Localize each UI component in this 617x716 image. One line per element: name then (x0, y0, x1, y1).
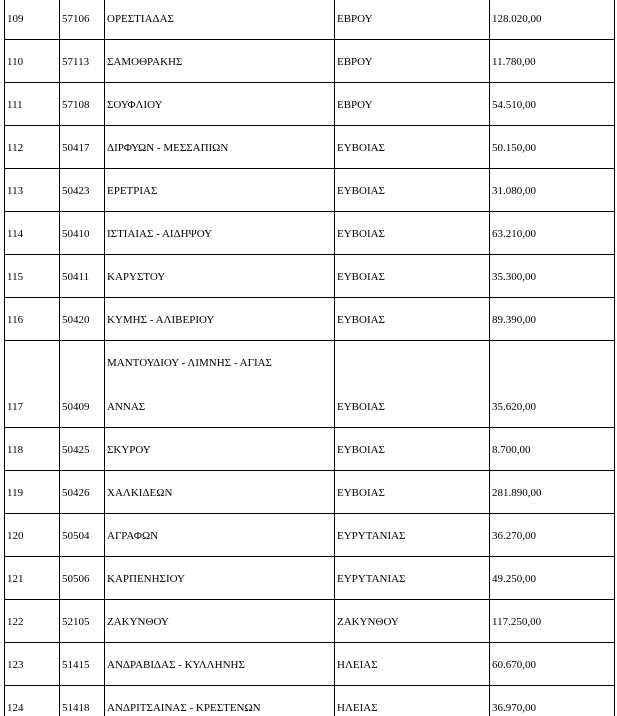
prefecture-cell: ΕΥΒΟΙΑΣ (335, 212, 490, 255)
amount-cell: 11.780,00 (490, 40, 615, 83)
table-row (5, 298, 615, 341)
municipality-cell (105, 341, 335, 428)
municipality-cell: ΔΙΡΦΥΩΝ - ΜΕΣΣΑΠΙΩΝ (105, 126, 335, 169)
amount-cell: 60.670,00 (490, 643, 615, 686)
municipality-cell: ΣΟΥΦΛΙΟΥ (105, 83, 335, 126)
row-number-cell: 118 (5, 428, 60, 471)
code-cell: 50504 (60, 514, 105, 557)
table-row (5, 212, 615, 255)
amount-cell: 35.620,00 (490, 341, 615, 428)
code-cell: 51415 (60, 643, 105, 686)
code-cell: 51418 (60, 686, 105, 716)
row-number-cell: 116 (5, 298, 60, 341)
code-cell: 50506 (60, 557, 105, 600)
amount-cell: 36.270,00 (490, 514, 615, 557)
row-number-cell: 113 (5, 169, 60, 212)
code-cell: 50420 (60, 298, 105, 341)
municipality-cell: ΖΑΚΥΝΘΟΥ (105, 600, 335, 643)
code-cell: 50426 (60, 471, 105, 514)
row-number-cell: 123 (5, 643, 60, 686)
table-row (5, 341, 615, 428)
amount-cell: 50.150,00 (490, 126, 615, 169)
prefecture-cell: ΕΥΒΟΙΑΣ (335, 471, 490, 514)
code-cell: 52105 (60, 600, 105, 643)
code-cell: 57106 (60, 0, 105, 40)
prefecture-cell: ΕΥΒΟΙΑΣ (335, 126, 490, 169)
municipality-cell: ΧΑΛΚΙΔΕΩΝ (105, 471, 335, 514)
amount-cell: 36.970,00 (490, 686, 615, 716)
table-row (5, 686, 615, 716)
prefecture-cell: ΕΥΒΟΙΑΣ (335, 169, 490, 212)
municipality-cell: ΑΝΔΡΑΒΙΔΑΣ - ΚΥΛΛΗΝΗΣ (105, 643, 335, 686)
table-row (5, 169, 615, 212)
amount-cell: 31.080,00 (490, 169, 615, 212)
municipality-line-2: ΑΝΝΑΣ (107, 401, 146, 413)
code-cell: 57113 (60, 40, 105, 83)
amount-cell: 128.020,00 (490, 0, 615, 40)
code-cell: 50423 (60, 169, 105, 212)
row-number-cell: 110 (5, 40, 60, 83)
row-number-cell: 112 (5, 126, 60, 169)
code-cell: 50417 (60, 126, 105, 169)
municipality-table (4, 0, 615, 716)
prefecture-cell: ΕΥΒΟΙΑΣ (335, 428, 490, 471)
amount-cell: 63.210,00 (490, 212, 615, 255)
table-row (5, 557, 615, 600)
row-number-cell: 120 (5, 514, 60, 557)
prefecture-cell: ΕΥΒΟΙΑΣ (335, 298, 490, 341)
prefecture-cell: ΖΑΚΥΝΘΟΥ (335, 600, 490, 643)
municipality-cell: ΕΡΕΤΡΙΑΣ (105, 169, 335, 212)
code-cell: 50411 (60, 255, 105, 298)
table-row (5, 83, 615, 126)
prefecture-cell: ΕΒΡΟΥ (335, 0, 490, 40)
municipality-line-1: ΜΑΝΤΟΥΔΙΟΥ - ΛΙΜΝΗΣ - ΑΓΙΑΣ (107, 357, 272, 369)
row-number-cell: 111 (5, 83, 60, 126)
municipality-cell: ΑΝΔΡΙΤΣΑΙΝΑΣ - ΚΡΕΣΤΕΝΩΝ (105, 686, 335, 716)
table-row (5, 643, 615, 686)
table-row (5, 0, 615, 40)
amount-cell: 281.890,00 (490, 471, 615, 514)
row-number-cell: 119 (5, 471, 60, 514)
prefecture-cell: ΕΥΡΥΤΑΝΙΑΣ (335, 514, 490, 557)
prefecture-cell: ΗΛΕΙΑΣ (335, 643, 490, 686)
table-row (5, 255, 615, 298)
table-row (5, 471, 615, 514)
row-number-cell: 117 (5, 341, 60, 428)
code-cell: 57108 (60, 83, 105, 126)
prefecture-cell: ΕΒΡΟΥ (335, 83, 490, 126)
table-row (5, 40, 615, 83)
prefecture-cell: ΕΥΒΟΙΑΣ (335, 255, 490, 298)
municipality-cell: ΚΑΡΥΣΤΟΥ (105, 255, 335, 298)
table-row (5, 514, 615, 557)
prefecture-cell: ΕΥΡΥΤΑΝΙΑΣ (335, 557, 490, 600)
table-row (5, 126, 615, 169)
code-cell: 50410 (60, 212, 105, 255)
municipality-cell: ΟΡΕΣΤΙΑΔΑΣ (105, 0, 335, 40)
row-number-cell: 121 (5, 557, 60, 600)
municipality-cell: ΑΓΡΑΦΩΝ (105, 514, 335, 557)
prefecture-cell: ΕΒΡΟΥ (335, 40, 490, 83)
row-number-cell: 109 (5, 0, 60, 40)
municipality-cell: ΣΚΥΡΟΥ (105, 428, 335, 471)
amount-cell: 117.250,00 (490, 600, 615, 643)
prefecture-cell: ΗΛΕΙΑΣ (335, 686, 490, 716)
municipality-cell: ΣΑΜΟΘΡΑΚΗΣ (105, 40, 335, 83)
amount-cell: 49.250,00 (490, 557, 615, 600)
amount-cell: 8.700,00 (490, 428, 615, 471)
code-cell: 50409 (60, 341, 105, 428)
municipality-cell: ΙΣΤΙΑΙΑΣ - ΑΙΔΗΨΟΥ (105, 212, 335, 255)
code-cell: 50425 (60, 428, 105, 471)
table-row (5, 600, 615, 643)
prefecture-cell: ΕΥΒΟΙΑΣ (335, 341, 490, 428)
amount-cell: 54.510,00 (490, 83, 615, 126)
amount-cell: 35.300,00 (490, 255, 615, 298)
table-row (5, 428, 615, 471)
row-number-cell: 115 (5, 255, 60, 298)
municipality-cell: ΚΑΡΠΕΝΗΣΙΟΥ (105, 557, 335, 600)
row-number-cell: 124 (5, 686, 60, 716)
row-number-cell: 122 (5, 600, 60, 643)
row-number-cell: 114 (5, 212, 60, 255)
municipality-cell: ΚΥΜΗΣ - ΑΛΙΒΕΡΙΟΥ (105, 298, 335, 341)
amount-cell: 89.390,00 (490, 298, 615, 341)
